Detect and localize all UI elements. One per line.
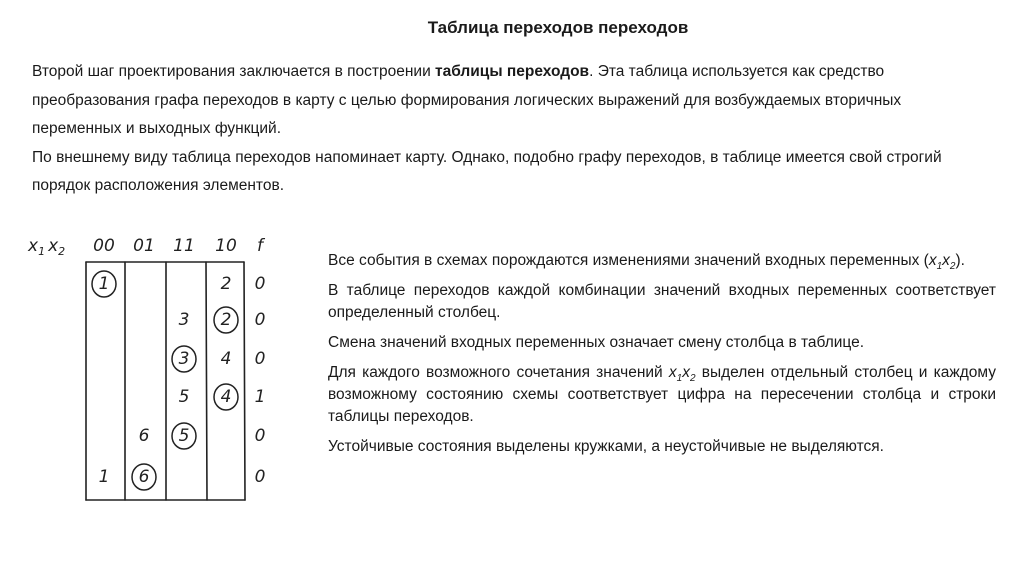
var-x1x2: $x_1x_2$ (668, 364, 696, 385)
transition-table-drawing (24, 228, 284, 528)
header-var-subscript: 2 (58, 244, 66, 258)
transition-table-figure (24, 228, 284, 528)
unstable-state-4: 4 (220, 349, 232, 369)
unstable-state-5: 5 (178, 387, 190, 407)
stable-state-5: 5 (178, 426, 190, 446)
explanation-paragraph-5: Устойчивые состояния выделены кружками, а неустойчивые не выделяются. (328, 438, 884, 455)
explanation-paragraph-3: Смена значений входных переменных означает смену столбца в таблице. (328, 334, 865, 351)
unstable-state-3: 3 (178, 310, 190, 330)
explanation-paragraph-4: Для каждого возможного сочетания значений $x_1x_2$ выделен отдельный столбец и каждому возможному состоянию схемы соответствует цифра на пересечении столбца и строки таблицы переходов. (328, 364, 996, 425)
unstable-state-6: 6 (138, 426, 150, 446)
column-header-01: 01 (133, 236, 155, 256)
header-var-name: x (28, 236, 39, 256)
output-value: 0 (254, 274, 266, 294)
intro-paragraph-1: Второй шаг проектирования заключается в построении таблицы переходов. Эта таблица используется как средство преобразования графа переходов в карту с целью формирования логических выражений для возбуждаемых вторичных переменных и выходных функций. (32, 63, 902, 137)
unstable-state-1: 1 (98, 467, 110, 487)
intro-paragraph-2: По внешнему виду таблица переходов напоминает карту. Однако, подобно графу переходов, в таблице имеется свой строгий порядок расположения элементов. (32, 148, 942, 194)
output-value: 1 (254, 387, 266, 407)
output-value: 0 (254, 467, 266, 487)
table-right-border (244, 262, 245, 500)
term-transition-table: таблицы переходов (435, 63, 590, 80)
header-var-subscript: 1 (38, 244, 46, 258)
explanation-paragraph-1: Все события в схемах порождаются изменениями значений входных переменных $(x_1x_2)$. (328, 252, 965, 273)
stable-state-1: 1 (98, 274, 110, 294)
output-column-header: f (257, 236, 263, 256)
column-header-11: 11 (173, 236, 195, 256)
header-var-name: x (48, 236, 59, 256)
output-value: 0 (254, 426, 266, 446)
column-header-00: 00 (93, 236, 115, 256)
output-value: 0 (254, 310, 266, 330)
var-x1x2: $x_1x_2$ (928, 252, 956, 273)
unstable-state-2: 2 (220, 274, 232, 294)
explanation-paragraph-2: В таблице переходов каждой комбинации значений входных переменных соответствует определенный столбец. (328, 282, 996, 321)
column-divider (206, 262, 207, 500)
output-value: 0 (254, 349, 266, 369)
header-variables (27, 236, 65, 258)
explanation-text (328, 250, 996, 466)
intro-text (32, 58, 992, 201)
stable-state-3: 3 (178, 349, 190, 369)
stable-state-2: 2 (220, 310, 232, 330)
stable-state-6: 6 (138, 467, 150, 487)
stable-state-4: 4 (220, 387, 232, 407)
page-title: Таблица переходов переходов (427, 18, 689, 37)
column-header-10: 10 (215, 236, 237, 256)
